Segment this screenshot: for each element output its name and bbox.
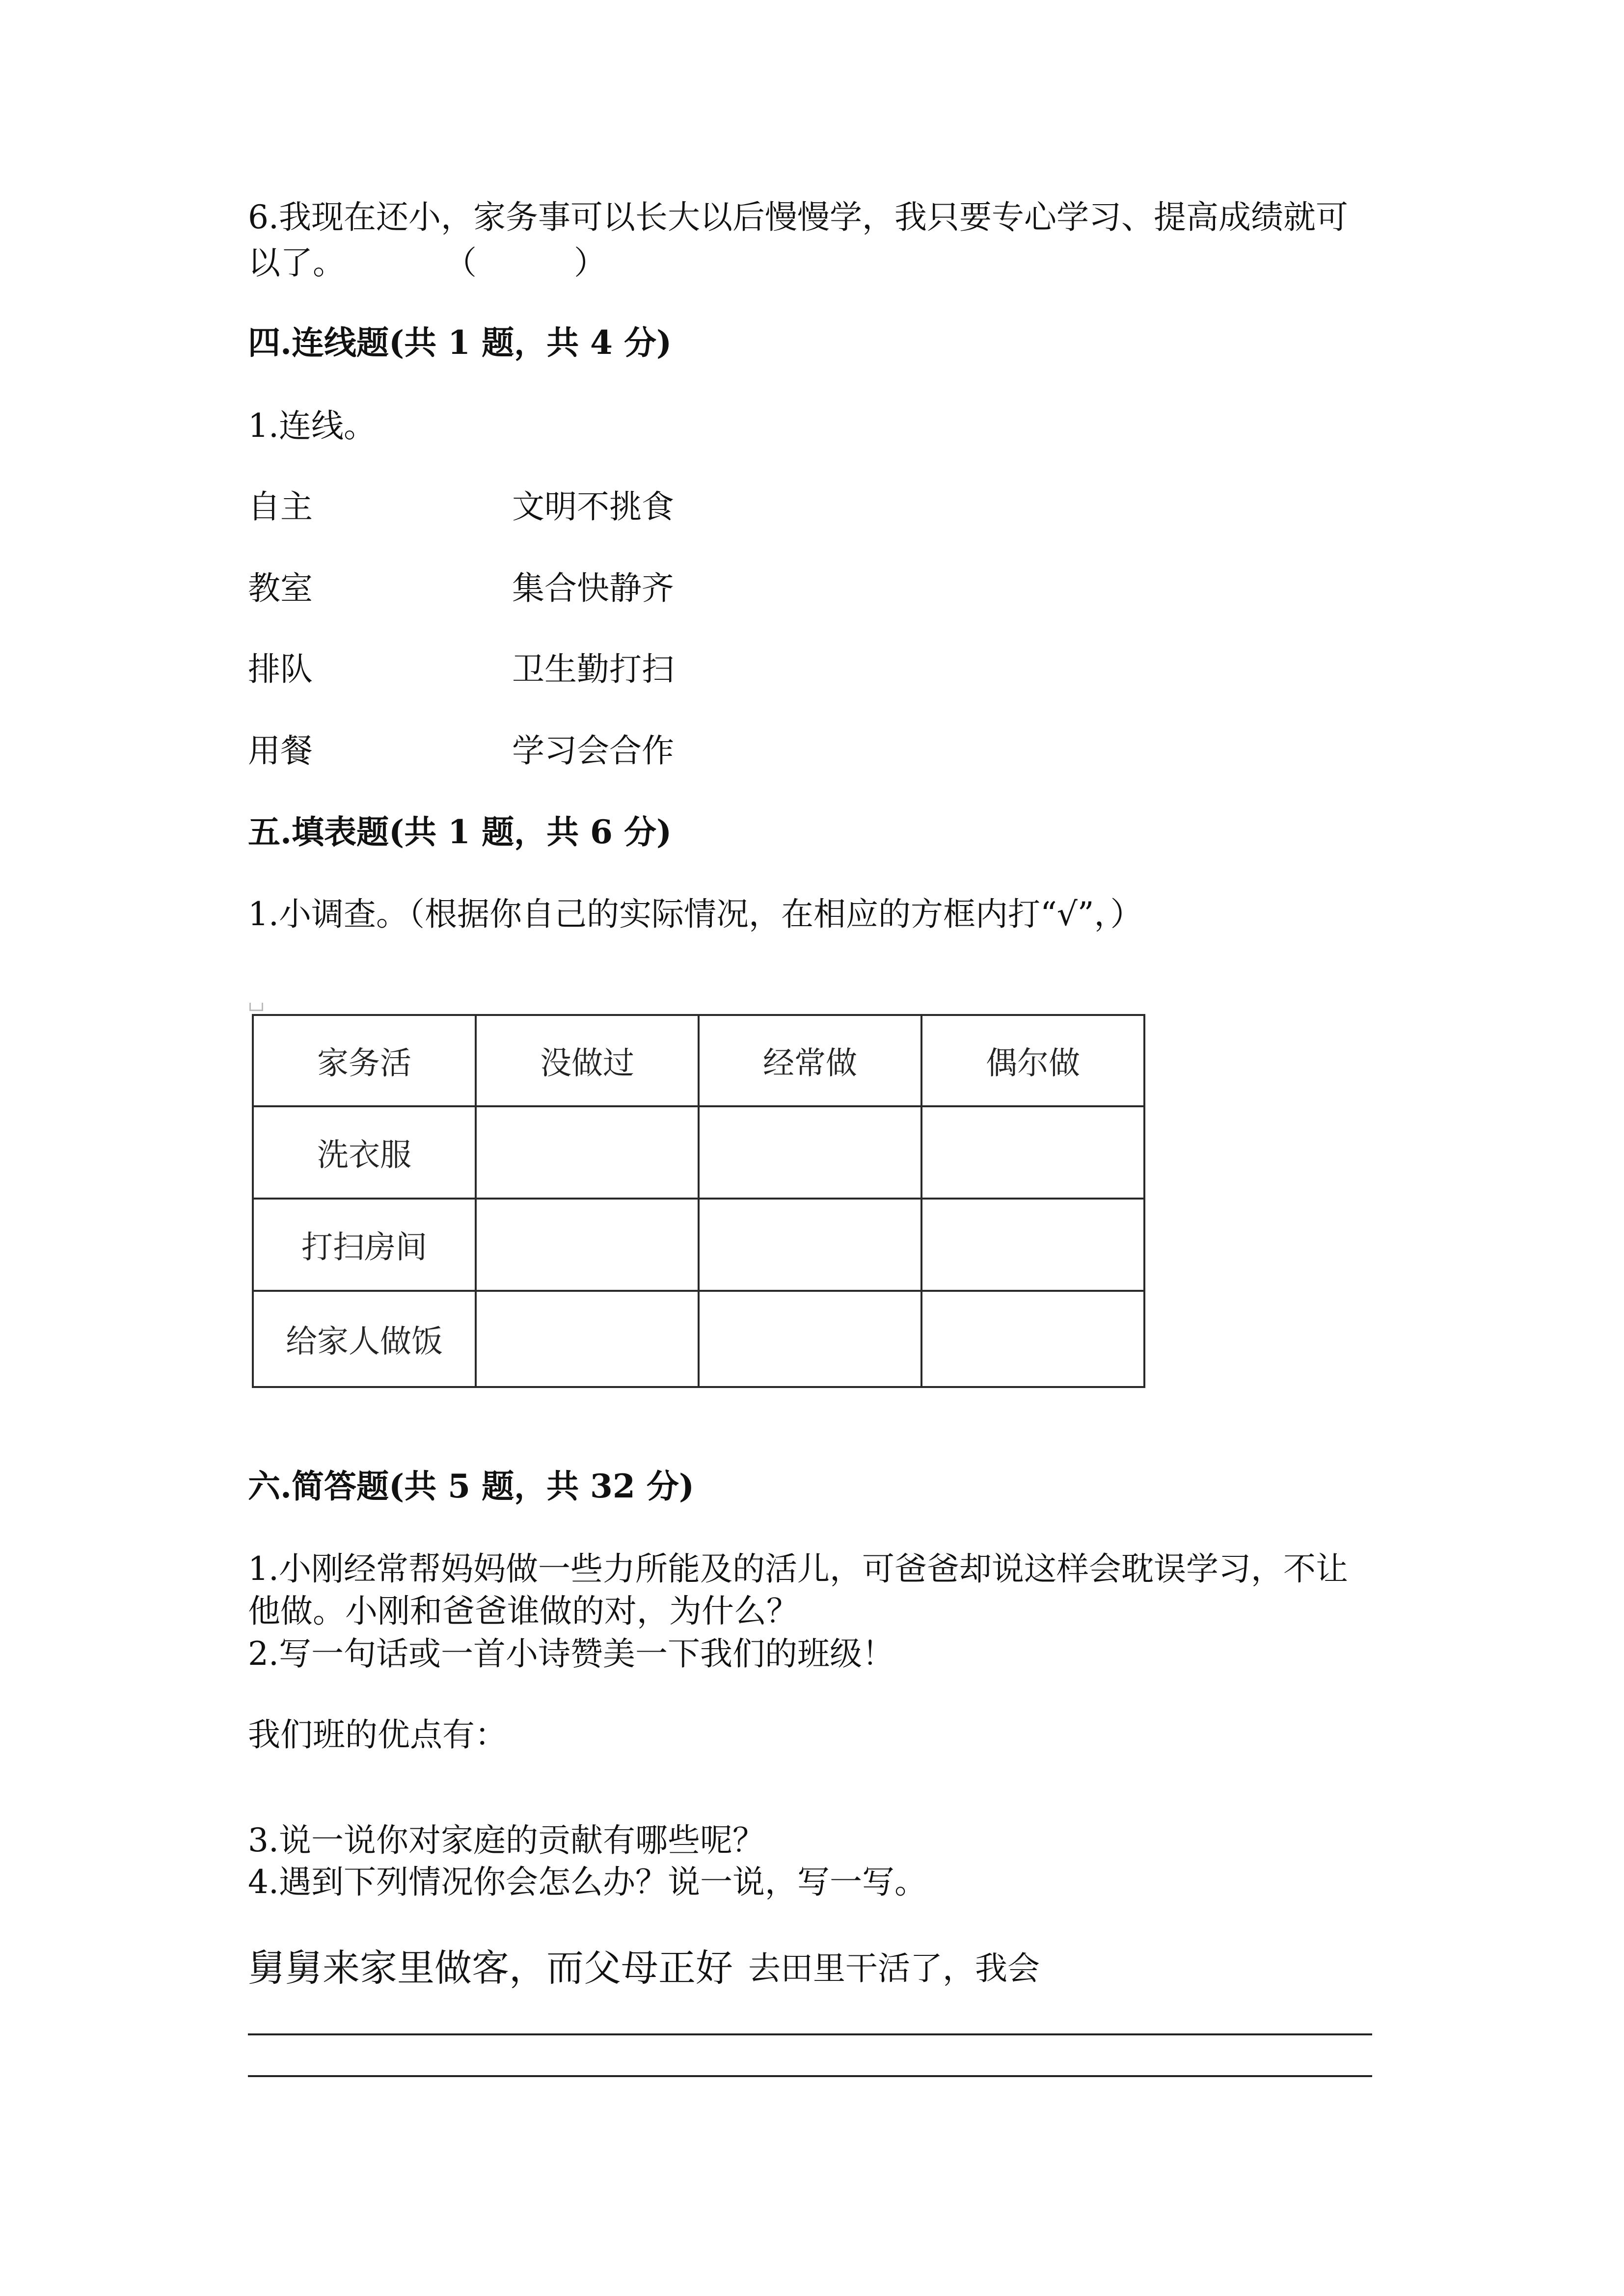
checkbox-cell[interactable]	[921, 1199, 1144, 1291]
q6-2-prompt: 我们班的优点有：	[248, 1716, 507, 1754]
q6-1-line-2: 他做。小刚和爸爸谁做的对，为什么？	[248, 1592, 799, 1630]
table-header-cell: 家务活	[253, 1015, 476, 1106]
anchor-mark	[249, 1003, 263, 1011]
answer-line[interactable]	[248, 2033, 1372, 2035]
table-row	[253, 1291, 1144, 1387]
checkbox-cell[interactable]	[699, 1291, 921, 1387]
table-header-cell: 经常做	[699, 1015, 921, 1106]
q6-line-2: 以了。	[248, 244, 345, 282]
section-4-question-1: 1.连线。	[248, 407, 376, 445]
match-left-item[interactable]: 自主	[248, 488, 313, 526]
checkbox-cell[interactable]	[476, 1106, 699, 1199]
match-right-item[interactable]: 文明不挑食	[512, 488, 674, 526]
q6-4-scenario-b: 去田里干活了，我会	[748, 1949, 1040, 1987]
table-header-cell: 偶尔做	[921, 1015, 1144, 1106]
q6-4: 4.遇到下列情况你会怎么办？说一说，写一写。	[248, 1863, 927, 1901]
q6-4-scenario-a: 舅舅来家里做客，而父母正好	[248, 1946, 733, 1990]
survey-table	[252, 1014, 1145, 1388]
table-header-cell: 没做过	[476, 1015, 699, 1106]
section-4-heading: 四.连线题(共 1 题，共 4 分)	[248, 323, 672, 362]
q6-line-1: 6.我现在还小，家务事可以长大以后慢慢学，我只要专心学习、提高成绩就可	[248, 198, 1348, 236]
match-left-item[interactable]: 用餐	[248, 732, 313, 770]
checkbox-cell[interactable]	[476, 1291, 699, 1387]
checkbox-cell[interactable]	[699, 1106, 921, 1199]
section-6-heading: 六.简答题(共 5 题，共 32 分)	[248, 1467, 695, 1505]
match-right-item[interactable]: 学习会合作	[512, 732, 674, 770]
table-header-row	[253, 1015, 1144, 1106]
checkbox-cell[interactable]	[921, 1106, 1144, 1199]
q6-1-line-1: 1.小刚经常帮妈妈做一些力所能及的活儿，可爸爸却说这样会耽误学习，不让	[248, 1550, 1348, 1588]
match-left-item[interactable]: 教室	[248, 569, 313, 607]
match-right-item[interactable]: 集合快静齐	[512, 569, 674, 607]
section-5-question-1: 1.小调查。（根据你自己的实际情况，在相应的方框内打“√”，）	[248, 895, 1143, 933]
q6-answer-blank[interactable]: （ ）	[444, 244, 606, 282]
table-row-label: 打扫房间	[253, 1199, 476, 1291]
table-row	[253, 1106, 1144, 1199]
table-row	[253, 1199, 1144, 1291]
q6-2: 2.写一句话或一首小诗赞美一下我们的班级！	[248, 1635, 894, 1673]
table-row-label: 给家人做饭	[253, 1291, 476, 1387]
checkbox-cell[interactable]	[699, 1199, 921, 1291]
q6-3: 3.说一说你对家庭的贡献有哪些呢？	[248, 1821, 765, 1859]
match-left-item[interactable]: 排队	[248, 650, 313, 688]
table-row-label: 洗衣服	[253, 1106, 476, 1199]
checkbox-cell[interactable]	[921, 1291, 1144, 1387]
answer-line[interactable]	[248, 2075, 1372, 2077]
checkbox-cell[interactable]	[476, 1199, 699, 1291]
match-right-item[interactable]: 卫生勤打扫	[512, 650, 674, 688]
section-5-heading: 五.填表题(共 1 题，共 6 分)	[248, 813, 672, 851]
